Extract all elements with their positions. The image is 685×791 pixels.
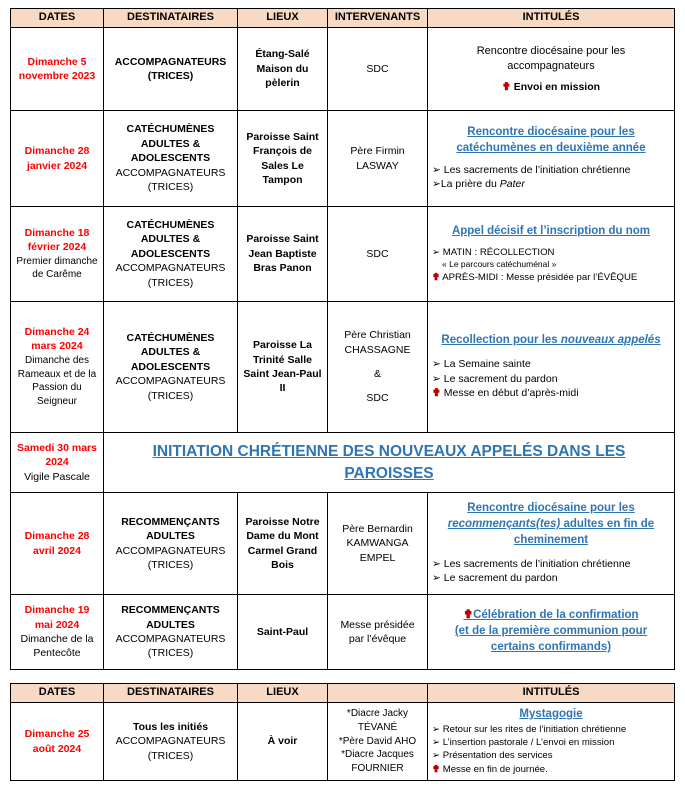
- header-destinataires: DESTINATAIRES: [104, 684, 238, 703]
- intitule-title-part: adultes en fin de cheminement: [513, 518, 655, 546]
- intitule-title: Célébration de la confirmation: [473, 609, 639, 622]
- table-header-row: [11, 9, 675, 28]
- intitule-cell: [428, 207, 675, 302]
- date-cell: [11, 111, 104, 207]
- intervenant-text: *Diacre Jacques FOURNIER: [341, 749, 414, 775]
- lieu-text: À voir: [267, 735, 298, 748]
- arrow-icon: ➢: [432, 737, 441, 749]
- intitule-title-italic: recommençants(tes): [447, 518, 561, 531]
- date-text: Dimanche 19 mai 2024: [24, 604, 90, 631]
- bullet-text: Messe en début d’après-midi: [443, 387, 579, 400]
- destinataires-bold: RECOMMENÇANTS ADULTES: [121, 515, 220, 543]
- lieu-cell: [238, 703, 328, 781]
- intitule-title: Rencontre diocésaine pour les catéchumènes en deuxième année: [456, 126, 646, 155]
- lieu-cell: [238, 111, 328, 207]
- destinataires-bold: Tous les initiés: [132, 720, 209, 733]
- bullet-text: Présentation des services: [442, 750, 553, 762]
- destinataires-text: ACCOMPAGNATEURS (TRICES): [115, 633, 226, 660]
- intitule-title: [432, 333, 670, 349]
- bullet-text: MATIN : RÉCOLLECTION: [442, 246, 555, 258]
- intitule-title: Mystagogie: [519, 708, 583, 721]
- date-cell: [11, 433, 104, 493]
- destinataires-text: ACCOMPAGNATEURS (TRICES): [115, 166, 226, 194]
- banner-cell: [104, 433, 675, 493]
- arrow-icon: ➢: [432, 557, 441, 570]
- arrow-icon: ➢: [432, 246, 441, 258]
- destinataires-bold: CATÉCHUMÈNES ADULTES & ADOLESCENTS: [126, 218, 215, 260]
- banner-text: INITIATION CHRÉTIENNE DES NOUVEAUX APPELÉS DANS LES PAROISSES: [152, 443, 626, 482]
- schedule-table: [10, 8, 675, 670]
- lieu-text: Paroisse La Trinité Salle Saint Jean-Paul II: [243, 339, 322, 395]
- intitule-cell: [428, 28, 675, 111]
- intervenant-cell: [328, 111, 428, 207]
- intervenant-text: Père Bernardin KAMWANGA EMPEL: [342, 522, 413, 564]
- table-row: [11, 493, 675, 595]
- bullet-italic: Pater: [499, 178, 525, 191]
- cross-icon: ✟: [432, 387, 441, 400]
- intervenant-text: Père Christian CHASSAGNE: [344, 329, 411, 356]
- header-destinataires: DESTINATAIRES: [104, 9, 238, 28]
- date-text: Dimanche 5 novembre 2023: [18, 55, 96, 82]
- header-lieux: LIEUX: [238, 9, 328, 28]
- bullet-text: Le sacrement du pardon: [443, 572, 558, 585]
- table-row: [11, 433, 675, 493]
- lieu-text: Paroisse Saint Jean Baptiste Bras Panon: [246, 233, 319, 275]
- destinataires-text: ACCOMPAGNATEURS (TRICES): [115, 735, 226, 762]
- date-subtitle: Premier dimanche de Carême: [16, 255, 98, 281]
- header-dates: DATES: [11, 9, 104, 28]
- intervenant-cell: [328, 595, 428, 670]
- header-blank: [328, 684, 428, 703]
- intervenant-cell: [328, 28, 428, 111]
- cross-icon: ✟: [463, 609, 474, 622]
- cross-icon: ✟: [432, 271, 441, 283]
- table-row: [11, 207, 675, 302]
- intitule-cell: [428, 703, 675, 781]
- bullet-text: Les sacrements de l’initiation chrétienne: [443, 163, 631, 176]
- table-row: [11, 595, 675, 670]
- arrow-icon: ➢: [432, 723, 441, 735]
- intitule-title: Rencontre diocésaine pour les accompagnateurs: [476, 44, 626, 72]
- intitule-title: [432, 501, 670, 549]
- header-intervenants: INTERVENANTS: [328, 9, 428, 28]
- intitule-title-part: Rencontre diocésaine pour les: [467, 502, 635, 515]
- date-text: Dimanche 18 février 2024: [24, 226, 90, 254]
- table-header-row: [11, 684, 675, 703]
- arrow-icon: ➢: [432, 572, 441, 585]
- lieu-cell: [238, 302, 328, 433]
- intervenant-cell: [328, 302, 428, 433]
- destinataires-cell: [104, 493, 238, 595]
- date-cell: [11, 703, 104, 781]
- intervenant-cell: [328, 703, 428, 781]
- date-subtitle: Dimanche de la Pentecôte: [20, 633, 94, 660]
- date-subtitle: Vigile Pascale: [24, 470, 90, 483]
- intitule-title: Appel décisif et l’inscription du nom: [451, 224, 651, 237]
- destinataires-cell: [104, 595, 238, 670]
- header-intitules: INTITULÉS: [428, 684, 675, 703]
- lieu-text: Paroisse Notre Dame du Mont Carmel Grand Bois: [245, 515, 320, 571]
- arrow-icon: ➢: [432, 750, 441, 762]
- intitule-cell: [428, 595, 675, 670]
- intitule-extra: Envoi en mission: [513, 80, 601, 93]
- intervenant-text: Père Firmin LASWAY: [350, 145, 405, 172]
- bullet-text: Les sacrements de l’initiation chrétienne: [443, 557, 631, 570]
- date-cell: [11, 28, 104, 111]
- table-row: [11, 28, 675, 111]
- bullet-text: L’insertion pastorale / L’envoi en mission: [442, 737, 615, 749]
- destinataires-text: ACCOMPAGNATEURS (TRICES): [115, 544, 226, 571]
- intervenant-text: SDC: [366, 392, 389, 405]
- date-text: Dimanche 28 avril 2024: [24, 530, 90, 557]
- table-row: [11, 703, 675, 781]
- intervenant-text: Messe présidée par l’évêque: [340, 618, 415, 645]
- intitule-cell: [428, 111, 675, 207]
- destinataires-text: ACCOMPAGNATEURS: [114, 55, 227, 68]
- destinataires-cell: [104, 302, 238, 433]
- intitule-subtitle: (et de la première communion pour certains confirmands): [454, 625, 648, 653]
- lieu-text: Étang-Salé Maison du pèlerin: [255, 48, 310, 90]
- arrow-icon: ➢: [432, 358, 441, 371]
- destinataires-bold: CATÉCHUMÈNES ADULTES & ADOLESCENTS: [126, 331, 215, 373]
- date-text: Dimanche 24 mars 2024: [24, 325, 90, 353]
- date-text: Dimanche 25 août 2024: [24, 728, 90, 755]
- bullet-text: Retour sur les rites de l’initiation chrétienne: [442, 723, 627, 735]
- intervenant-text: SDC: [366, 62, 389, 75]
- date-cell: [11, 302, 104, 433]
- lieu-text: Paroisse Saint François de Sales Le Tampon: [246, 130, 319, 186]
- cross-icon: ✟: [501, 80, 511, 93]
- destinataires-text: (TRICES): [147, 70, 194, 82]
- intitule-cell: [428, 493, 675, 595]
- destinataires-text: ACCOMPAGNATEURS (TRICES): [115, 262, 226, 289]
- lieu-cell: [238, 493, 328, 595]
- intitule-title-italic: nouveaux appelés: [560, 334, 661, 347]
- bullet-text: APRÈS-MIDI : Messe présidée par l’ÉVÊQUE: [442, 271, 638, 283]
- arrow-icon: ➢: [432, 372, 441, 385]
- cross-icon: ✟: [432, 763, 441, 775]
- date-cell: [11, 595, 104, 670]
- mystagogie-table: [10, 683, 675, 781]
- lieu-cell: [238, 595, 328, 670]
- date-cell: [11, 207, 104, 302]
- header-lieux: LIEUX: [238, 684, 328, 703]
- header-intitules: INTITULÉS: [428, 9, 675, 28]
- destinataires-cell: [104, 111, 238, 207]
- destinataires-bold: CATÉCHUMÈNES ADULTES & ADOLESCENTS: [126, 123, 215, 165]
- intitule-cell: [428, 302, 675, 433]
- intervenant-text: *Père David AHO: [338, 735, 417, 747]
- destinataires-text: ACCOMPAGNATEURS (TRICES): [115, 375, 226, 402]
- bullet-text: La prière du: [440, 178, 500, 191]
- date-text: Samedi 30 mars 2024: [17, 441, 97, 469]
- destinataires-cell: [104, 28, 238, 111]
- bullet-text: Messe en fin de journée.: [442, 763, 548, 775]
- intitule-title-part: Recollection pour les: [441, 334, 561, 347]
- header-dates: DATES: [11, 684, 104, 703]
- intervenant-amp: &: [373, 368, 381, 380]
- intervenant-cell: [328, 207, 428, 302]
- note-text: « Le parcours catéchuménal »: [442, 259, 557, 270]
- destinataires-cell: [104, 207, 238, 302]
- table-row: [11, 111, 675, 207]
- arrow-icon: ➢: [432, 163, 441, 176]
- date-text: Dimanche 28 janvier 2024: [24, 145, 90, 172]
- intervenant-text: SDC: [366, 247, 389, 260]
- lieu-cell: [238, 207, 328, 302]
- bullet-text: La Semaine sainte: [443, 358, 531, 371]
- date-cell: [11, 493, 104, 595]
- table-row: [11, 302, 675, 433]
- intervenant-cell: [328, 493, 428, 595]
- destinataires-cell: [104, 703, 238, 781]
- intervenant-text: *Diacre Jacky TÉVANÉ: [346, 708, 409, 733]
- arrow-icon: ➢: [432, 178, 441, 191]
- lieu-cell: [238, 28, 328, 111]
- date-subtitle: Dimanche des Rameaux et de la Passion du Seigneur: [17, 354, 97, 408]
- bullet-text: Le sacrement du pardon: [443, 372, 558, 385]
- destinataires-bold: RECOMMENÇANTS ADULTES: [121, 604, 220, 631]
- lieu-text: Saint-Paul: [256, 625, 309, 638]
